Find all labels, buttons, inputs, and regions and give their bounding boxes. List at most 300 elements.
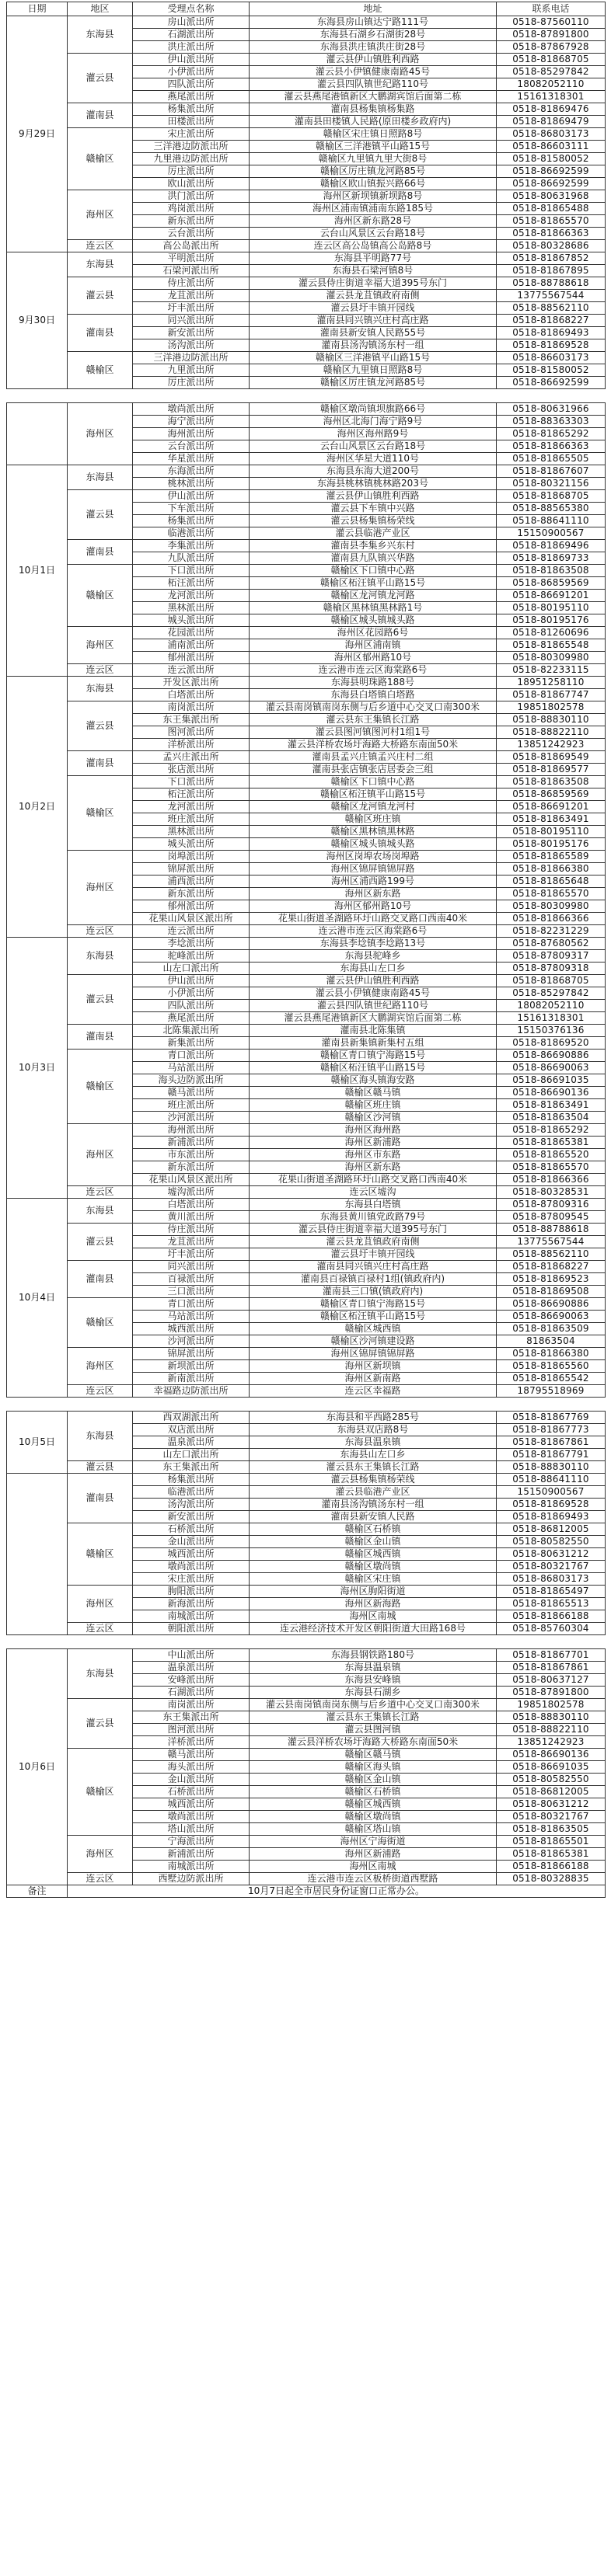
station-name-cell: 龙苴派出所	[133, 1236, 250, 1248]
address-cell: 赣榆区青口镇宁海路15号	[250, 1298, 497, 1311]
station-name-cell: 黄川派出所	[133, 1211, 250, 1224]
table-row	[7, 1836, 606, 1848]
station-name-cell: 三口派出所	[133, 1286, 250, 1298]
schedule-table	[6, 402, 606, 1398]
address-cell: 赣榆区金山镇	[250, 1536, 497, 1548]
station-name-cell: 海头派出所	[133, 1761, 250, 1774]
station-name-cell: 新东派出所	[133, 1161, 250, 1174]
address-cell: 灌云县南岗镇南岗东侧与后乡道中心交叉口南300米	[250, 1699, 497, 1711]
address-cell: 东海县山左口乡	[250, 963, 497, 975]
phone-cell: 0518-87809317	[497, 950, 606, 963]
phone-cell: 15150900567	[497, 1486, 606, 1499]
phone-cell: 0518-81867769	[497, 1412, 606, 1424]
station-name-cell: 墟沟派出所	[133, 1186, 250, 1199]
station-name-cell: 南城派出所	[133, 1610, 250, 1623]
address-cell: 连云区高公岛镇高公岛路8号	[250, 240, 497, 252]
address-cell: 赣榆区沙河镇	[250, 1112, 497, 1124]
phone-cell: 0518-86691201	[497, 801, 606, 813]
station-name-cell: 花果山风景区派出所	[133, 1174, 250, 1186]
address-cell: 海州区南城	[250, 1861, 497, 1873]
station-name-cell: 伊山派出所	[133, 490, 250, 503]
station-name-cell: 九队派出所	[133, 552, 250, 565]
station-name-cell: 花果山风景区派出所	[133, 913, 250, 925]
address-cell: 东海县钢铁路180号	[250, 1649, 497, 1662]
region-cell: 东海县	[68, 252, 133, 277]
table-row	[7, 1348, 606, 1360]
phone-cell: 15150900567	[497, 527, 606, 540]
phone-cell: 0518-81863509	[497, 1323, 606, 1335]
phone-cell: 0518-88641110	[497, 515, 606, 527]
date-cell: 9月29日	[7, 16, 68, 252]
phone-cell: 0518-88788618	[497, 1224, 606, 1236]
address-cell: 赣榆区城西镇	[250, 1323, 497, 1335]
address-cell: 灌南县杨集镇杨集路	[250, 103, 497, 116]
station-name-cell: 新浦派出所	[133, 1137, 250, 1149]
station-name-cell: 石桥派出所	[133, 1523, 250, 1536]
phone-cell: 0518-81869520	[497, 1037, 606, 1050]
column-header: 受理点名称	[133, 2, 250, 16]
phone-cell: 13775567544	[497, 1236, 606, 1248]
address-cell: 海州区海州路9号	[250, 428, 497, 440]
table-row	[7, 1124, 606, 1137]
station-name-cell: 白塔派出所	[133, 1199, 250, 1211]
table-row	[7, 540, 606, 552]
station-name-cell: 锦屏派出所	[133, 1348, 250, 1360]
phone-cell: 0518-88830110	[497, 1711, 606, 1724]
phone-cell: 0518-81869493	[497, 1511, 606, 1523]
station-name-cell: 厉庄派出所	[133, 377, 250, 389]
note-label: 备注	[7, 1885, 68, 1898]
phone-cell: 18082052110	[497, 78, 606, 91]
phone-cell: 0518-81868705	[497, 54, 606, 66]
address-cell: 灌云县东王集镇长江路	[250, 714, 497, 726]
date-cell: 10月4日	[7, 1199, 68, 1398]
table-row	[7, 664, 606, 677]
phone-cell: 0518-86812005	[497, 1523, 606, 1536]
date-cell	[7, 1474, 68, 1635]
phone-cell: 0518-86691035	[497, 1074, 606, 1087]
address-cell: 云台山风景区云台路18号	[250, 440, 497, 453]
phone-cell: 0518-81869476	[497, 103, 606, 116]
table-row	[7, 352, 606, 364]
address-cell: 赣榆区海头镇海安路	[250, 1074, 497, 1087]
station-name-cell: 海头边防派出所	[133, 1074, 250, 1087]
station-name-cell: 马站派出所	[133, 1062, 250, 1074]
address-cell: 海州区新浦路	[250, 1137, 497, 1149]
address-cell: 灌云县小伊镇健康南路45号	[250, 987, 497, 1000]
address-cell: 连云港市连云区海棠路6号	[250, 925, 497, 938]
station-name-cell: 金山派出所	[133, 1536, 250, 1548]
address-cell: 海州区新南路	[250, 1373, 497, 1385]
phone-cell: 0518-81865501	[497, 1836, 606, 1848]
table-row	[7, 252, 606, 265]
phone-cell: 0518-81865589	[497, 851, 606, 863]
address-cell: 东海县双店路8号	[250, 1424, 497, 1436]
station-name-cell: 洪庄派出所	[133, 41, 250, 54]
phone-cell: 0518-86692599	[497, 178, 606, 190]
address-cell: 海州区朐阳街道	[250, 1586, 497, 1598]
address-cell: 东海县石湖乡	[250, 1687, 497, 1699]
phone-cell: 0518-87560110	[497, 16, 606, 29]
station-name-cell: 山左口派出所	[133, 963, 250, 975]
phone-cell: 0518-87867928	[497, 41, 606, 54]
address-cell: 赣榆区海头镇	[250, 1761, 497, 1774]
address-cell: 灌南县汤沟镇汤东村一组	[250, 339, 497, 352]
phone-cell: 0518-81867791	[497, 1449, 606, 1461]
region-cell: 赣榆区	[68, 776, 133, 851]
station-name-cell: 侍庄派出所	[133, 1224, 250, 1236]
phone-cell: 0518-81869523	[497, 1273, 606, 1286]
address-cell: 灌云县四队镇世纪路110号	[250, 1000, 497, 1012]
address-cell: 灌云县东王集镇长江路	[250, 1711, 497, 1724]
address-cell: 连云港经济技术开发区朝阳街道大田路168号	[250, 1623, 497, 1635]
table-row	[7, 1199, 606, 1211]
address-cell: 灌南县同兴镇兴庄村高庄路	[250, 1261, 497, 1273]
address-cell: 东海县和平西路285号	[250, 1412, 497, 1424]
address-cell: 赣榆区柘汪镇平山路15号	[250, 577, 497, 590]
phone-cell: 0518-81869577	[497, 764, 606, 776]
address-cell: 赣榆区三洋港镇平山路15号	[250, 352, 497, 364]
table-row	[7, 190, 606, 203]
schedule-table	[6, 2, 606, 389]
station-name-cell: 黑林派出所	[133, 826, 250, 838]
phone-cell: 0518-81865542	[497, 1373, 606, 1385]
table-row	[7, 975, 606, 987]
station-name-cell: 新海派出所	[133, 1598, 250, 1610]
phone-cell: 19851802578	[497, 1699, 606, 1711]
address-cell: 灌南县张店镇张店居委会三组	[250, 764, 497, 776]
station-name-cell: 小伊派出所	[133, 987, 250, 1000]
station-name-cell: 城头派出所	[133, 614, 250, 627]
column-header: 日期	[7, 2, 68, 16]
table-row	[7, 1385, 606, 1398]
date-cell: 10月6日	[7, 1649, 68, 1885]
address-cell: 赣榆区九里镇日照路8号	[250, 364, 497, 377]
address-cell: 灌云县图河镇	[250, 1724, 497, 1736]
station-name-cell: 北陈集派出所	[133, 1025, 250, 1037]
phone-cell: 0518-80631212	[497, 1548, 606, 1561]
address-cell: 赣榆区青口镇宁海路15号	[250, 1050, 497, 1062]
station-name-cell: 杨集派出所	[133, 515, 250, 527]
region-cell: 海州区	[68, 1348, 133, 1385]
address-cell: 东海县山左口乡	[250, 1449, 497, 1461]
address-cell: 东海县黄川镇党政路79号	[250, 1211, 497, 1224]
station-name-cell: 鸡岗派出所	[133, 203, 250, 215]
region-cell: 海州区	[68, 1836, 133, 1873]
phone-cell: 0518-80631212	[497, 1798, 606, 1811]
address-cell: 海州区岗埠农场岗埠路	[250, 851, 497, 863]
region-cell: 东海县	[68, 1199, 133, 1224]
station-name-cell: 杨集派出所	[133, 1474, 250, 1486]
station-name-cell: 三洋港边防派出所	[133, 141, 250, 153]
table-row	[7, 1699, 606, 1711]
phone-cell: 0518-81866380	[497, 863, 606, 875]
table-row	[7, 751, 606, 764]
address-cell: 东海县石湖乡石湖街28号	[250, 29, 497, 41]
station-name-cell: 市东派出所	[133, 1149, 250, 1161]
region-cell: 赣榆区	[68, 128, 133, 190]
phone-cell: 0518-81868227	[497, 315, 606, 327]
schedule-table	[6, 1648, 606, 1898]
station-name-cell: 马站派出所	[133, 1311, 250, 1323]
phone-cell: 15150376136	[497, 1025, 606, 1037]
region-cell: 连云区	[68, 1385, 133, 1398]
phone-cell: 0518-81865570	[497, 888, 606, 900]
station-name-cell: 宋庄派出所	[133, 1573, 250, 1586]
address-cell: 海州区锦屏镇锦屏路	[250, 863, 497, 875]
table-row	[7, 1461, 606, 1474]
address-cell: 灌云县小伊镇健康南路45号	[250, 66, 497, 78]
phone-cell: 0518-87891800	[497, 29, 606, 41]
address-cell: 赣榆区龙河镇龙河路	[250, 590, 497, 602]
station-name-cell: 李埝派出所	[133, 938, 250, 950]
address-cell: 灌云县圩丰镇开园线	[250, 1248, 497, 1261]
station-name-cell: 宋庄派出所	[133, 128, 250, 141]
address-cell: 连云港市连云区板桥街道西墅路	[250, 1873, 497, 1885]
station-name-cell: 洪门派出所	[133, 190, 250, 203]
station-name-cell: 沙河派出所	[133, 1112, 250, 1124]
station-name-cell: 洋桥派出所	[133, 1736, 250, 1749]
station-name-cell: 东海派出所	[133, 465, 250, 478]
region-cell: 灌云县	[68, 1699, 133, 1749]
phone-cell: 0518-81863491	[497, 1099, 606, 1112]
station-name-cell: 塔山派出所	[133, 1823, 250, 1836]
station-name-cell: 石湖派出所	[133, 29, 250, 41]
region-cell: 灌南县	[68, 540, 133, 565]
phone-cell: 0518-82231229	[497, 925, 606, 938]
address-cell: 东海县驼峰乡	[250, 950, 497, 963]
region-cell: 灌南县	[68, 751, 133, 776]
station-name-cell: 东王集派出所	[133, 714, 250, 726]
address-cell: 灌云县下车镇中兴路	[250, 503, 497, 515]
address-cell: 灌云县杨集镇杨荣线	[250, 515, 497, 527]
phone-cell: 0518-81865381	[497, 1137, 606, 1149]
station-name-cell: 李集派出所	[133, 540, 250, 552]
station-name-cell: 柘汪派出所	[133, 577, 250, 590]
phone-cell: 0518-81863508	[497, 776, 606, 788]
phone-cell: 0518-80309980	[497, 652, 606, 664]
station-name-cell: 洋桥派出所	[133, 739, 250, 751]
column-header: 联系电话	[497, 2, 606, 16]
address-cell: 赣榆区下口镇中心路	[250, 776, 497, 788]
station-name-cell: 班庄派出所	[133, 1099, 250, 1112]
phone-cell: 0518-81867607	[497, 465, 606, 478]
region-cell: 灌南县	[68, 315, 133, 352]
address-cell: 灌南县汤沟镇汤东村一组	[250, 1499, 497, 1511]
table-row	[7, 1412, 606, 1424]
address-cell: 赣榆区宋庄镇	[250, 1573, 497, 1586]
station-name-cell: 浦西派出所	[133, 875, 250, 888]
region-cell: 赣榆区	[68, 1749, 133, 1836]
station-name-cell: 新坝派出所	[133, 1360, 250, 1373]
address-cell: 海州区华星大道110号	[250, 453, 497, 465]
station-name-cell: 驼峰派出所	[133, 950, 250, 963]
address-cell: 赣榆区墩尚镇	[250, 1811, 497, 1823]
station-name-cell: 班庄派出所	[133, 813, 250, 826]
phone-cell: 0518-80637127	[497, 1674, 606, 1687]
station-name-cell: 新东派出所	[133, 215, 250, 228]
station-name-cell: 同兴派出所	[133, 315, 250, 327]
station-name-cell: 欧山派出所	[133, 178, 250, 190]
phone-cell: 0518-81865520	[497, 1149, 606, 1161]
address-cell: 东海县李埝镇李埝路13号	[250, 938, 497, 950]
station-name-cell: 西墅边防派出所	[133, 1873, 250, 1885]
table-row	[7, 925, 606, 938]
table-row	[7, 1873, 606, 1885]
station-name-cell: 桃林派出所	[133, 478, 250, 490]
station-name-cell: 开发区派出所	[133, 677, 250, 689]
address-cell: 赣榆区城头镇城头路	[250, 838, 497, 851]
station-name-cell: 海宁派出所	[133, 416, 250, 428]
station-name-cell: 平明派出所	[133, 252, 250, 265]
region-cell: 海州区	[68, 1586, 133, 1623]
address-cell: 东海县桃林镇桃林路203号	[250, 478, 497, 490]
station-name-cell: 石桥派出所	[133, 1786, 250, 1798]
table-row	[7, 1623, 606, 1635]
table-row	[7, 465, 606, 478]
phone-cell: 0518-80328531	[497, 1186, 606, 1199]
address-cell: 赣榆区柘汪镇平山路15号	[250, 788, 497, 801]
station-name-cell: 汤沟派出所	[133, 1499, 250, 1511]
phone-cell: 0518-80631968	[497, 190, 606, 203]
phone-cell: 0518-87809545	[497, 1211, 606, 1224]
phone-cell: 0518-86803173	[497, 128, 606, 141]
station-name-cell: 新安派出所	[133, 327, 250, 339]
station-name-cell: 临港派出所	[133, 1486, 250, 1499]
phone-cell: 0518-80631966	[497, 403, 606, 416]
address-cell: 灌云县杨集镇杨荣线	[250, 1474, 497, 1486]
address-cell: 海州区郁州路10号	[250, 652, 497, 664]
address-cell: 海州区锦屏镇锦屏路	[250, 1348, 497, 1360]
address-cell: 灌南县田楼镇人民路(原田楼乡政府内)	[250, 116, 497, 128]
station-name-cell: 朝阳派出所	[133, 1623, 250, 1635]
station-name-cell: 西双湖派出所	[133, 1412, 250, 1424]
address-cell: 海州区浦南镇浦南东路185号	[250, 203, 497, 215]
station-name-cell: 青口派出所	[133, 1298, 250, 1311]
phone-cell: 0518-81865648	[497, 875, 606, 888]
address-cell: 连云区幸福路	[250, 1385, 497, 1398]
phone-cell: 0518-81863491	[497, 813, 606, 826]
phone-cell: 0518-81869528	[497, 339, 606, 352]
region-cell: 赣榆区	[68, 352, 133, 389]
table-row	[7, 1523, 606, 1536]
region-cell: 灌云县	[68, 975, 133, 1025]
station-name-cell: 四队派出所	[133, 78, 250, 91]
phone-cell: 0518-81868705	[497, 975, 606, 987]
station-name-cell: 黑林派出所	[133, 602, 250, 614]
station-name-cell: 房山派出所	[133, 16, 250, 29]
region-cell: 灌南县	[68, 1261, 133, 1298]
phone-cell: 0518-81866188	[497, 1861, 606, 1873]
phone-cell: 0518-87680562	[497, 938, 606, 950]
region-cell: 灌云县	[68, 490, 133, 540]
station-name-cell: 城西派出所	[133, 1548, 250, 1561]
station-name-cell: 龙苴派出所	[133, 290, 250, 302]
address-cell: 海州区花园路6号	[250, 627, 497, 639]
station-name-cell: 锦屏派出所	[133, 863, 250, 875]
station-name-cell: 孟兴庄派出所	[133, 751, 250, 764]
phone-cell: 0518-81863505	[497, 1823, 606, 1836]
schedule-table	[6, 1411, 606, 1635]
station-name-cell: 浦南派出所	[133, 639, 250, 652]
address-cell: 灌云县龙苴镇政府南侧	[250, 290, 497, 302]
address-cell: 赣榆区墩尚镇坝旗路66号	[250, 403, 497, 416]
station-name-cell: 岗埠派出所	[133, 851, 250, 863]
address-cell: 赣榆区下口镇中心路	[250, 565, 497, 577]
station-name-cell: 朐阳派出所	[133, 1586, 250, 1598]
station-name-cell: 连云派出所	[133, 925, 250, 938]
phone-cell: 0518-88830110	[497, 1461, 606, 1474]
station-name-cell: 侍庄派出所	[133, 277, 250, 290]
region-cell: 东海县	[68, 1412, 133, 1461]
phone-cell: 0518-81868705	[497, 490, 606, 503]
station-name-cell: 九里派出所	[133, 364, 250, 377]
address-cell: 东海县白塔镇	[250, 1199, 497, 1211]
phone-cell: 0518-81867861	[497, 1436, 606, 1449]
station-name-cell: 城西派出所	[133, 1798, 250, 1811]
station-name-cell: 燕尾派出所	[133, 1012, 250, 1025]
address-cell: 灌云县临港产业区	[250, 1486, 497, 1499]
address-cell: 灌云县侍庄街道幸福大道395号东门	[250, 1224, 497, 1236]
phone-cell: 0518-81865497	[497, 1586, 606, 1598]
station-name-cell: 安峰派出所	[133, 1674, 250, 1687]
station-name-cell: 龙河派出所	[133, 801, 250, 813]
date-cell: 10月2日	[7, 677, 68, 938]
station-name-cell: 南城派出所	[133, 1861, 250, 1873]
region-cell: 灌南县	[68, 103, 133, 128]
table-row	[7, 403, 606, 416]
station-name-cell: 临港派出所	[133, 527, 250, 540]
region-cell: 连云区	[68, 240, 133, 252]
phone-cell: 0518-86691035	[497, 1761, 606, 1774]
station-name-cell: 东王集派出所	[133, 1461, 250, 1474]
phone-cell: 0518-86690136	[497, 1087, 606, 1099]
phone-cell: 0518-81867861	[497, 1662, 606, 1674]
address-cell: 东海县石梁河镇8号	[250, 265, 497, 277]
phone-cell: 0518-86690063	[497, 1311, 606, 1323]
phone-cell: 0518-86859569	[497, 577, 606, 590]
station-name-cell: 三洋港边防派出所	[133, 352, 250, 364]
station-name-cell: 下口派出所	[133, 776, 250, 788]
phone-cell: 0518-81869733	[497, 552, 606, 565]
phone-cell: 0518-80328835	[497, 1873, 606, 1885]
address-cell: 东海县洪庄镇洪庄街28号	[250, 41, 497, 54]
station-name-cell: 墩尚派出所	[133, 403, 250, 416]
table-row	[7, 1050, 606, 1062]
station-name-cell: 中山派出所	[133, 1649, 250, 1662]
phone-cell: 0518-81865570	[497, 215, 606, 228]
table-row	[7, 701, 606, 714]
phone-cell: 15161318301	[497, 91, 606, 103]
station-name-cell: 云台派出所	[133, 228, 250, 240]
phone-cell: 0518-85760304	[497, 1623, 606, 1635]
phone-cell: 0518-80195110	[497, 826, 606, 838]
table-row	[7, 103, 606, 116]
station-name-cell: 沙河派出所	[133, 1335, 250, 1348]
phone-cell: 0518-88822110	[497, 1724, 606, 1736]
station-name-cell: 燕尾派出所	[133, 91, 250, 103]
station-name-cell: 圩丰派出所	[133, 302, 250, 315]
station-name-cell: 金山派出所	[133, 1774, 250, 1786]
phone-cell: 0518-81865505	[497, 453, 606, 465]
table-row	[7, 1474, 606, 1486]
phone-cell: 0518-80582550	[497, 1536, 606, 1548]
address-cell: 海州区新海路	[250, 1598, 497, 1610]
address-cell: 东海县东海大道200号	[250, 465, 497, 478]
phone-cell: 0518-88822110	[497, 726, 606, 739]
phone-cell: 18795518969	[497, 1385, 606, 1398]
station-name-cell: 圩丰派出所	[133, 1248, 250, 1261]
